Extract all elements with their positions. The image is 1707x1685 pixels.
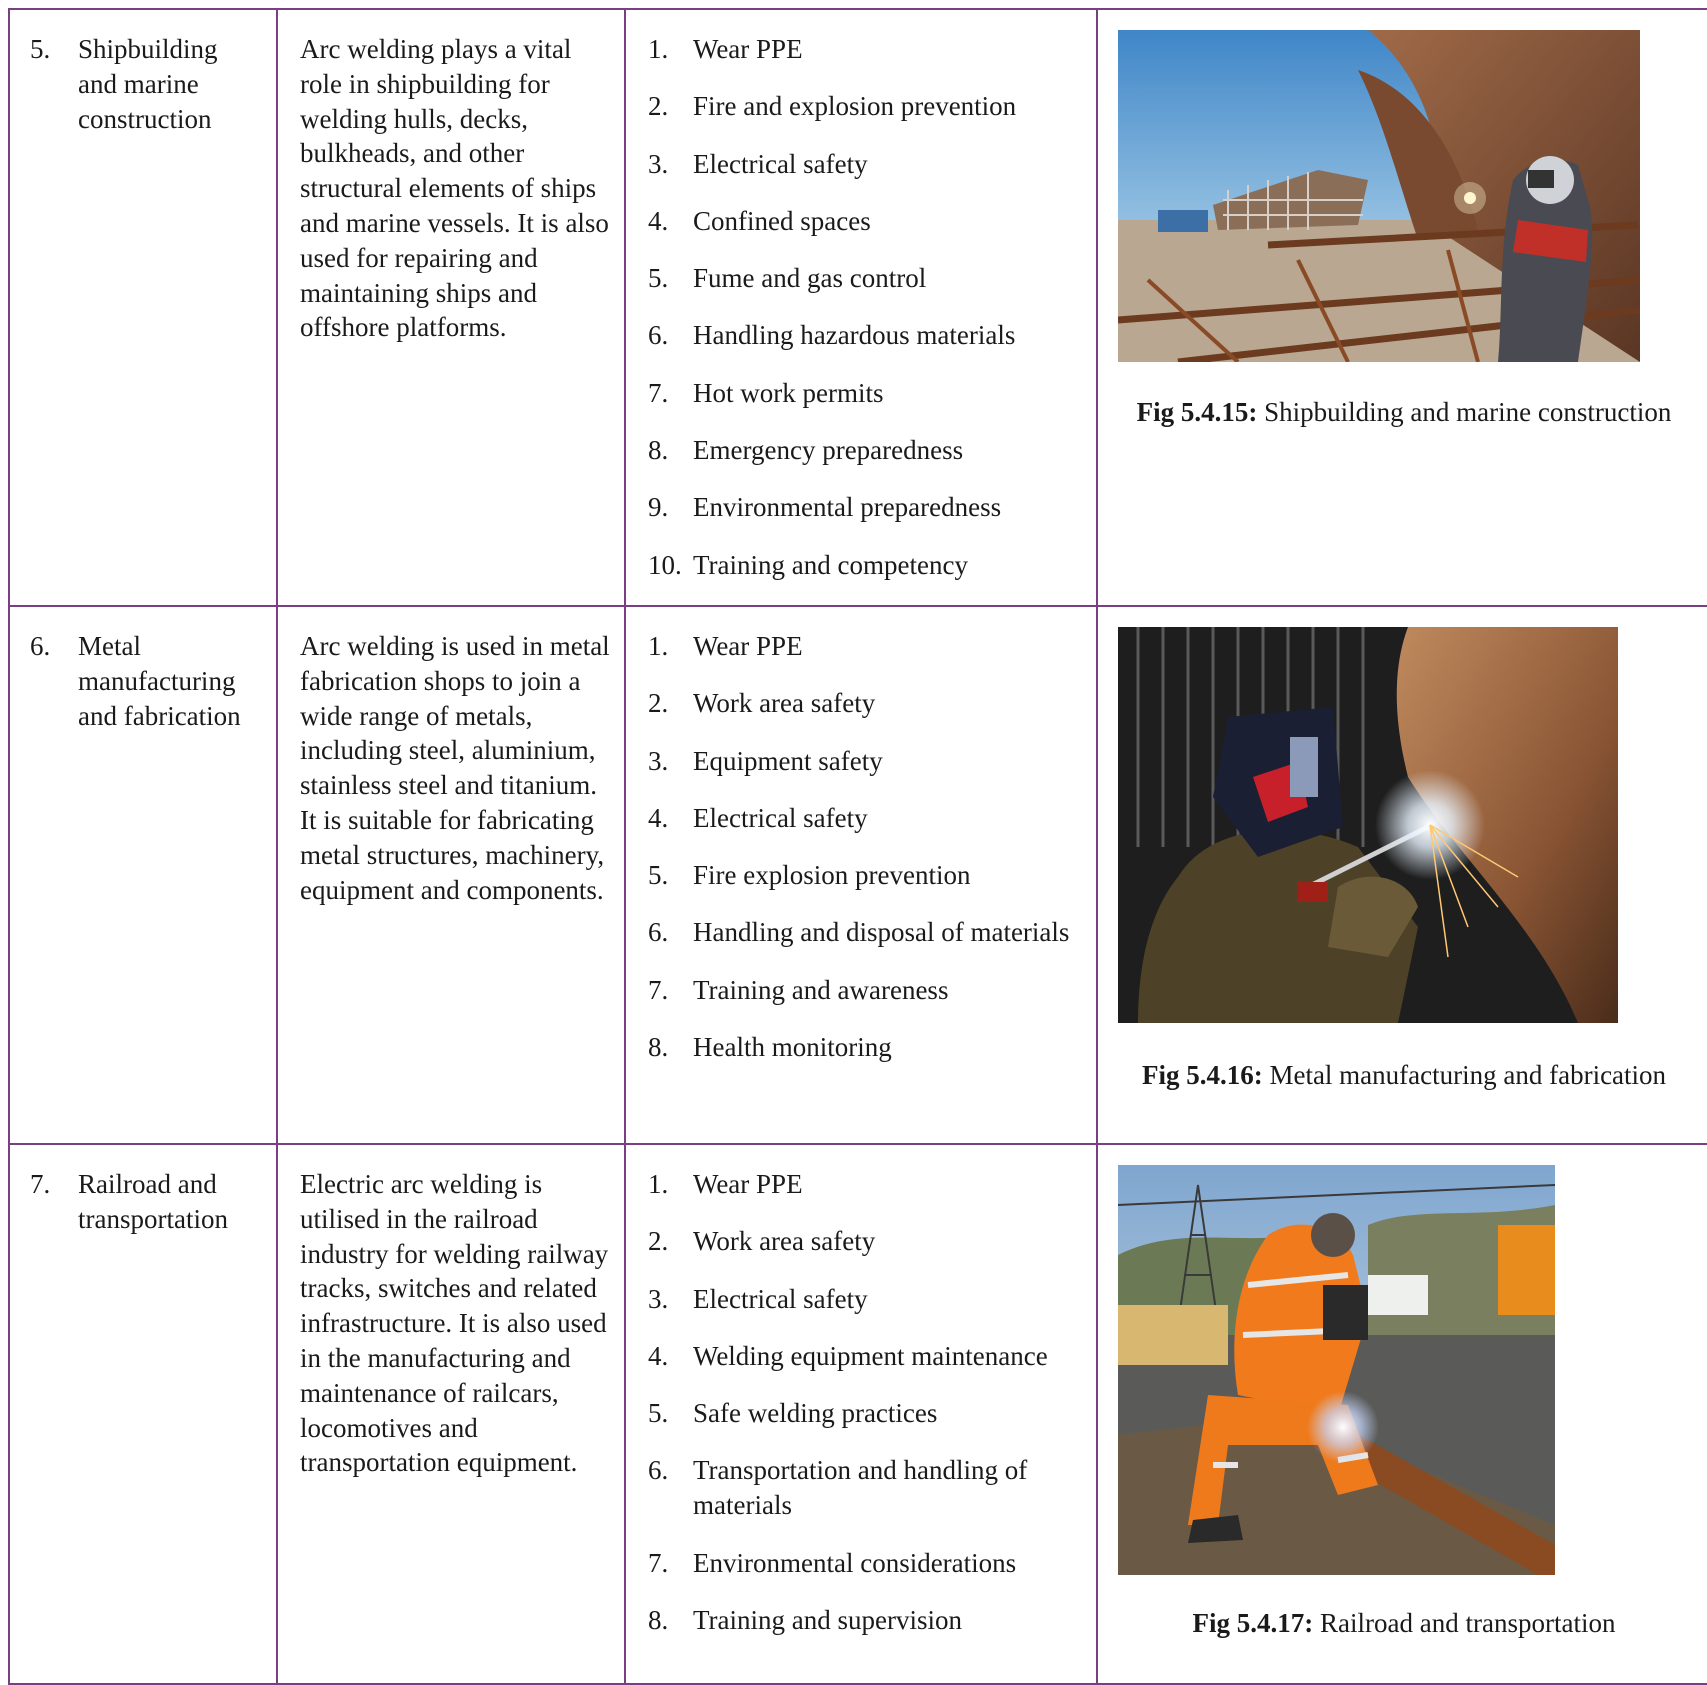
list-item: 5. Fume and gas control bbox=[648, 263, 927, 294]
figure-caption-text: Railroad and transportation bbox=[1320, 1607, 1616, 1638]
list-item: 1. Wear PPE bbox=[648, 34, 803, 64]
application-cell bbox=[9, 606, 277, 1144]
application-name: Railroad and transportation bbox=[78, 1168, 228, 1234]
figure-caption bbox=[1118, 1605, 1690, 1642]
table-row bbox=[9, 1144, 1707, 1684]
list-item: 3. Equipment safety bbox=[648, 745, 883, 776]
list-item: 10. Training and competency bbox=[648, 549, 968, 580]
description-cell bbox=[277, 1144, 625, 1684]
figure-cell bbox=[1097, 9, 1707, 606]
list-item: 3. Electrical safety bbox=[648, 148, 868, 179]
application-name: Metal manufacturing and fabrication bbox=[78, 630, 241, 731]
safety-measures-cell bbox=[625, 1144, 1097, 1684]
figure-cell bbox=[1097, 1144, 1707, 1684]
safety-measures-list bbox=[626, 607, 1096, 1065]
application-cell bbox=[9, 1144, 277, 1684]
list-item: 7. Hot work permits bbox=[648, 377, 884, 408]
list-item: 2. Work area safety bbox=[648, 1226, 876, 1257]
safety-measures-list bbox=[626, 1145, 1096, 1638]
list-item: 4. Welding equipment maintenance bbox=[648, 1340, 1048, 1371]
table-row bbox=[9, 9, 1707, 606]
list-item: 8. Emergency preparedness bbox=[648, 435, 964, 466]
description-text: Electric arc welding is utilised in the railroad industry for welding railway tracks, switches and related infrastructure. It is also used in the manufacturing and maintenance of railcars, locomotives and transportation equipment. bbox=[300, 1168, 609, 1478]
shipbuilding-photo bbox=[1118, 30, 1640, 362]
welding-applications-table bbox=[8, 8, 1707, 1685]
figure-caption bbox=[1118, 394, 1690, 431]
figure-label: Fig 5.4.16: bbox=[1141, 1059, 1263, 1090]
list-item: 5. Safe welding practices bbox=[648, 1398, 938, 1429]
figure-cell bbox=[1097, 606, 1707, 1144]
description-cell bbox=[277, 9, 625, 606]
figure-label: Fig 5.4.15: bbox=[1136, 397, 1258, 427]
list-item: 6. Handling hazardous materials bbox=[648, 320, 1016, 351]
description-text: Arc welding plays a vital role in shipbuilding for welding hulls, decks, bulkheads, and other structural elements of ships and marine vessels. It is also used for repairing and maintaining ships and offshore platforms. bbox=[300, 34, 609, 343]
list-item: 7. Training and awareness bbox=[648, 974, 949, 1005]
list-item: 1. Wear PPE bbox=[648, 1168, 803, 1199]
list-item: 8. Training and supervision bbox=[648, 1604, 962, 1635]
list-item: 1. Wear PPE bbox=[648, 630, 803, 661]
list-item: 4. Confined spaces bbox=[648, 205, 871, 236]
figure-caption-text: Metal manufacturing and fabrication bbox=[1269, 1059, 1667, 1090]
row-number: 6. bbox=[30, 630, 51, 661]
figure-label: Fig 5.4.17: bbox=[1192, 1607, 1314, 1638]
railroad-welding-photo bbox=[1118, 1165, 1555, 1575]
list-item: 6. Transportation and handling of materials bbox=[648, 1455, 1028, 1521]
safety-measures-cell bbox=[625, 606, 1097, 1144]
list-item: 3. Electrical safety bbox=[648, 1283, 868, 1314]
figure-caption bbox=[1118, 1057, 1690, 1094]
list-item: 4. Electrical safety bbox=[648, 802, 868, 833]
list-item: 8. Health monitoring bbox=[648, 1032, 892, 1063]
metal-fabrication-photo bbox=[1118, 627, 1618, 1023]
description-cell bbox=[277, 606, 625, 1144]
description-text: Arc welding is used in metal fabrication shops to join a wide range of metals, including steel, aluminium, stainless steel and titanium. It is suitable for fabricating metal structures, machinery, equipment and components. bbox=[300, 630, 610, 905]
list-item: 2. Work area safety bbox=[648, 688, 876, 719]
figure-caption-text: Shipbuilding and marine construction bbox=[1264, 397, 1672, 427]
application-name: Shipbuilding and marine construction bbox=[78, 34, 218, 134]
list-item: 9. Environmental preparedness bbox=[648, 492, 1002, 523]
list-item: 2. Fire and explosion prevention bbox=[648, 91, 1017, 122]
safety-measures-cell bbox=[625, 9, 1097, 606]
row-number: 5. bbox=[30, 34, 51, 64]
safety-measures-list bbox=[626, 10, 1096, 582]
row-number: 7. bbox=[30, 1168, 51, 1199]
application-cell bbox=[9, 9, 277, 606]
list-item: 5. Fire explosion prevention bbox=[648, 860, 971, 891]
list-item: 7. Environmental considerations bbox=[648, 1547, 1017, 1578]
list-item: 6. Handling and disposal of materials bbox=[648, 917, 1070, 948]
table-row bbox=[9, 606, 1707, 1144]
